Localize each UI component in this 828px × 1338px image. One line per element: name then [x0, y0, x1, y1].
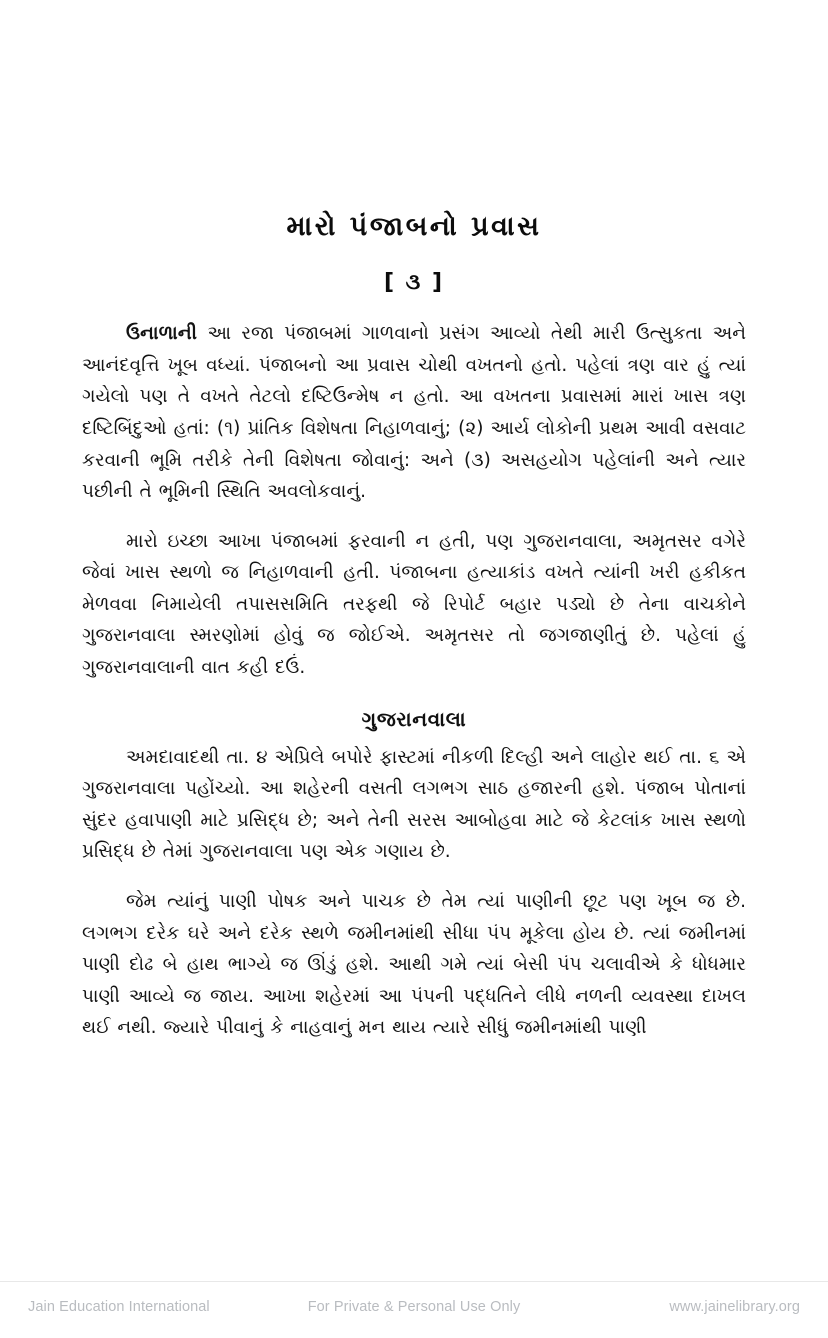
page-footer	[0, 1281, 828, 1338]
page-title: મારો પંજાબનો પ્રવાસ	[286, 211, 542, 242]
paragraph-1	[82, 318, 746, 508]
text-column	[82, 0, 746, 1044]
footer-website-url[interactable]: www.jainelibrary.org	[669, 1299, 800, 1315]
paragraph-2: મારો ઇચ્છા આખા પંજાબમાં ફરવાની ન હતી, પણ ગુજરાનવાલા, અમૃતસર વગેરે જેવાં ખાસ સ્થળો જ નિહાળવાની હતી. પંજાબના હત્યાકાંડ વખતે ત્યાંની ખરી હકીકત મેળવવા નિમાયેલી તપાસસમિતિ તરફથી જે રિપોર્ટ બહાર પડ્યો છે તેના વાચકોને ગુજરાનવાલા સ્મરણોમાં હોવું જ જોઈએ. અમૃતસર તો જગજાણીતું છે. પહેલાં હું ગુજરાનવાલાની વાત કહી દઉં.	[82, 530, 746, 679]
paragraph-3: અમદાવાદથી તા. ૪ એપ્રિલે બપોરે ફાસ્ટમાં નીકળી દિલ્હી અને લાહોર થઈ તા. ૬ એ ગુજરાનવાલા પહોંચ્યો. આ શહેરની વસતી લગભગ સાઠ હજારની હશે. પંજાબ પોતાનાં સુંદર હવાપાણી માટે પ્રસિદ્ધ છે; અને તેની સરસ આબોહવા માટે જે કેટલાંક ખાસ સ્થળો પ્રસિદ્ધ છે તેમાં ગુજરાનવાલા પણ એક ગણાય છે.	[82, 746, 746, 863]
footer-divider	[0, 1281, 828, 1282]
paragraph-1-lead-in: ઉનાળાની	[126, 323, 198, 345]
paragraph-4: જેમ ત્યાંનું પાણી પોષક અને પાચક છે તેમ ત્યાં પાણીની છૂટ પણ ખૂબ જ છે. લગભગ દરેક ઘરે અને દરેક સ્થળે જમીનમાંથી સીધા પંપ મૂકેલા હોય છે. ત્યાં જમીનમાં પાણી દોઢ બે હાથ ભાગ્યે જ ઊંડું હશે. આથી ગમે ત્યાં બેસી પંપ ચલાવીએ કે ધોધમાર પાણી આવ્યે જ જાય. આખા શહેરમાં આ પંપની પદ્ધતિને લીધે નળની વ્યવસ્થા દાખલ થઈ નથી. જ્યારે પીવાનું કે નાહવાનું મન થાય ત્યારે સીધું જમીનમાંથી પાણી	[82, 891, 746, 1039]
paragraph-1-text: આ રજા પંજાબમાં ગાળવાનો પ્રસંગ આવ્યો તેથી મારી ઉત્સુકતા અને આનંદવૃત્તિ ખૂબ વધ્યાં. પંજાબનો આ પ્રવાસ ચોથી વખતનો હતો. પહેલાં ત્રણ વાર હું ત્યાં ગયેલો પણ તે વખતે તેટલો દષ્ટિઉન્મેષ ન હતો. આ વખતના પ્રવાસમાં મારાં ખાસ ત્રણ દષ્ટિબિંદુઓ હતાં: (૧) પ્રાંતિક વિશેષતા નિહાળવાનું; (૨) આર્ય લોકોની પ્રથમ આવી વસવાટ કરવાની ભૂમિ તરીકે તેની વિશેષતા જોવાનું: અને (૩) અસહયોગ પહેલાંની અને ત્યાર પછીની તે ભૂમિની સ્થિતિ અવલોકવાનું.	[82, 323, 746, 503]
footer-usage-notice: For Private & Personal Use Only	[307, 1299, 521, 1315]
footer-organization: Jain Education International	[28, 1299, 210, 1315]
section-heading-gujranwala: ગુજરાનવાલા	[361, 706, 467, 731]
chapter-number: [ ૩ ]	[383, 269, 445, 295]
